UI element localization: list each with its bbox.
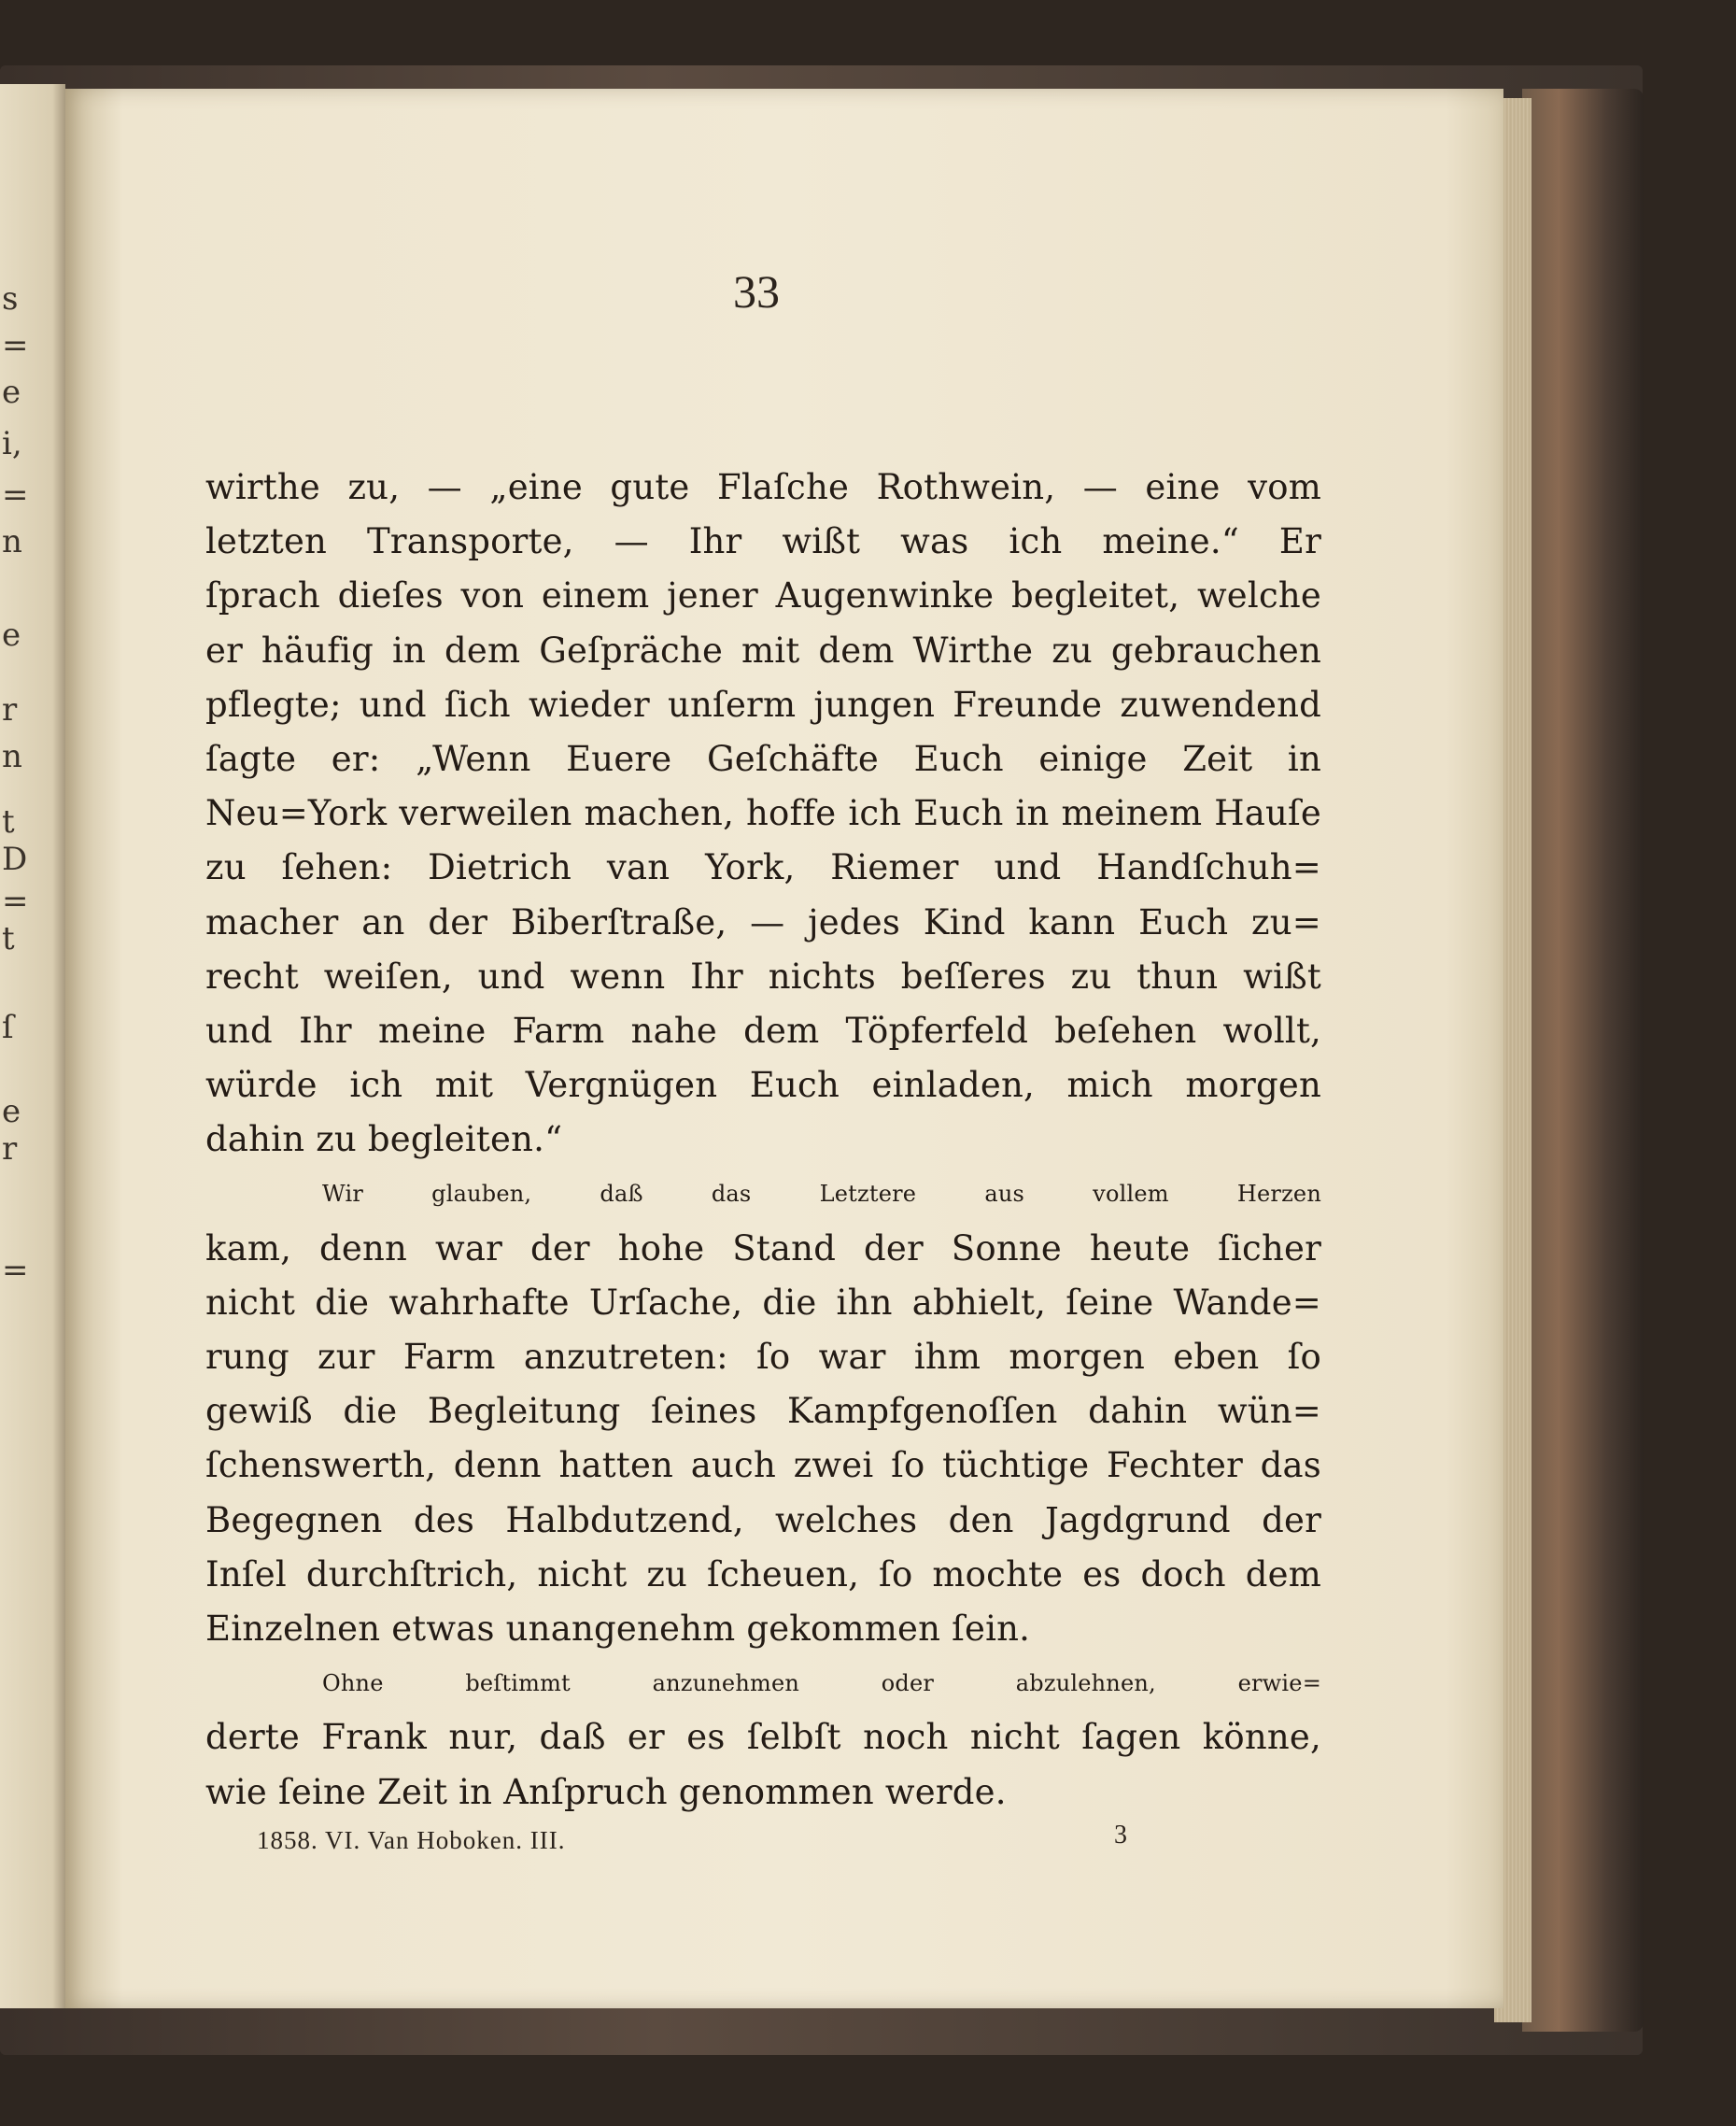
footer-signature-number: 3 [1114, 1821, 1127, 1850]
page-number: 33 [733, 265, 780, 318]
text-line: ſprach dieſes von einem jener Augenwinke begleitet, welche [205, 575, 1321, 617]
facing-page-fragment: = [2, 476, 29, 514]
text-line: derte Frank nur, daß er es ſelbſt noch nicht ſagen könne, [205, 1717, 1321, 1758]
book-spine-edge [1522, 89, 1644, 2032]
text-line: kam, denn war der hohe Stand der Sonne heute ſicher [205, 1227, 1321, 1269]
page-footer [257, 1821, 1191, 1864]
text-line: ſchenswerth, denn hatten auch zwei ſo tüchtige Fechter das [205, 1445, 1321, 1486]
facing-page-fragment: n [2, 738, 22, 775]
facing-page-fragment: = [2, 327, 29, 364]
text-line: Einzelnen etwas unangenehm gekommen ſein. [205, 1608, 1031, 1649]
text-line: letzten Transporte, — Ihr wißt was ich meine.“ Er [205, 521, 1321, 562]
facing-page-fragment: t [2, 803, 15, 841]
facing-page-fragment: i, [2, 425, 22, 462]
facing-page-fragment: e [2, 617, 21, 654]
text-line: gewiß die Begleitung ſeines Kampfgenoſſen dahin wün= [205, 1391, 1321, 1432]
text-line: rung zur Farm anzutreten: ſo war ihm morgen eben ſo [205, 1337, 1321, 1377]
text-line: zu ſehen: Dietrich van York, Riemer und Handſchuh= [205, 847, 1321, 888]
body-text [205, 461, 1321, 1820]
text-line: pflegte; und ſich wieder unſerm jungen Freunde zuwendend [205, 684, 1321, 725]
facing-page-fragment: r [2, 691, 18, 729]
text-line: macher an der Biberſtraße, — jedes Kind kann Euch zu= [205, 901, 1321, 943]
text-line: recht weiſen, und wenn Ihr nichts beſſeres zu thun wißt [205, 956, 1321, 997]
facing-page-fragment: s [2, 280, 19, 318]
text-line: er häufig in dem Geſpräche mit dem Wirthe zu gebrauchen [205, 630, 1321, 671]
facing-page-fragment: e [2, 1093, 21, 1130]
text-line: Inſel durchſtrich, nicht zu ſcheuen, ſo mochte es doch dem [205, 1553, 1321, 1594]
facing-page-fragment: n [2, 523, 22, 560]
book-page [65, 89, 1503, 2008]
facing-page [0, 84, 65, 2008]
text-line: Neu=York verweilen machen, hoffe ich Euch in meinem Hauſe [205, 793, 1321, 834]
facing-page-fragment: e [2, 374, 21, 411]
text-line: wirthe zu, — „eine gute Flaſche Rothwein, — eine vom [205, 467, 1321, 507]
text-line: und Ihr meine Farm nahe dem Töpferfeld beſehen wollt, [205, 1010, 1321, 1051]
text-line: ſagte er: „Wenn Euere Geſchäfte Euch einige Zeit in [205, 738, 1321, 779]
paragraph-start-line: Ohne beſtimmt anzunehmen oder abzulehnen, erwie= [322, 1670, 1321, 1697]
facing-page-fragment: r [2, 1130, 18, 1168]
text-line: Begegnen des Halbdutzend, welches den Jagdgrund der [205, 1499, 1321, 1540]
facing-page-fragment: = [2, 1252, 29, 1289]
facing-page-fragment: D [2, 841, 28, 878]
text-line: dahin zu begleiten.“ [205, 1119, 563, 1160]
text-line: wie ſeine Zeit in Anſpruch genommen werde. [205, 1771, 1007, 1812]
facing-page-fragment: t [2, 920, 15, 957]
text-line: würde ich mit Vergnügen Euch einladen, mich morgen [205, 1065, 1321, 1106]
footer-signature: 1858. VI. Van Hoboken. III. [257, 1826, 566, 1854]
text-line: nicht die wahrhafte Urſache, die ihn abhielt, ſeine Wande= [205, 1282, 1321, 1323]
facing-page-fragment: = [2, 883, 29, 920]
paragraph-start-line: Wir glauben, daß das Letztere aus vollem Herzen [322, 1181, 1321, 1208]
facing-page-fragment: ſ [2, 1009, 14, 1046]
